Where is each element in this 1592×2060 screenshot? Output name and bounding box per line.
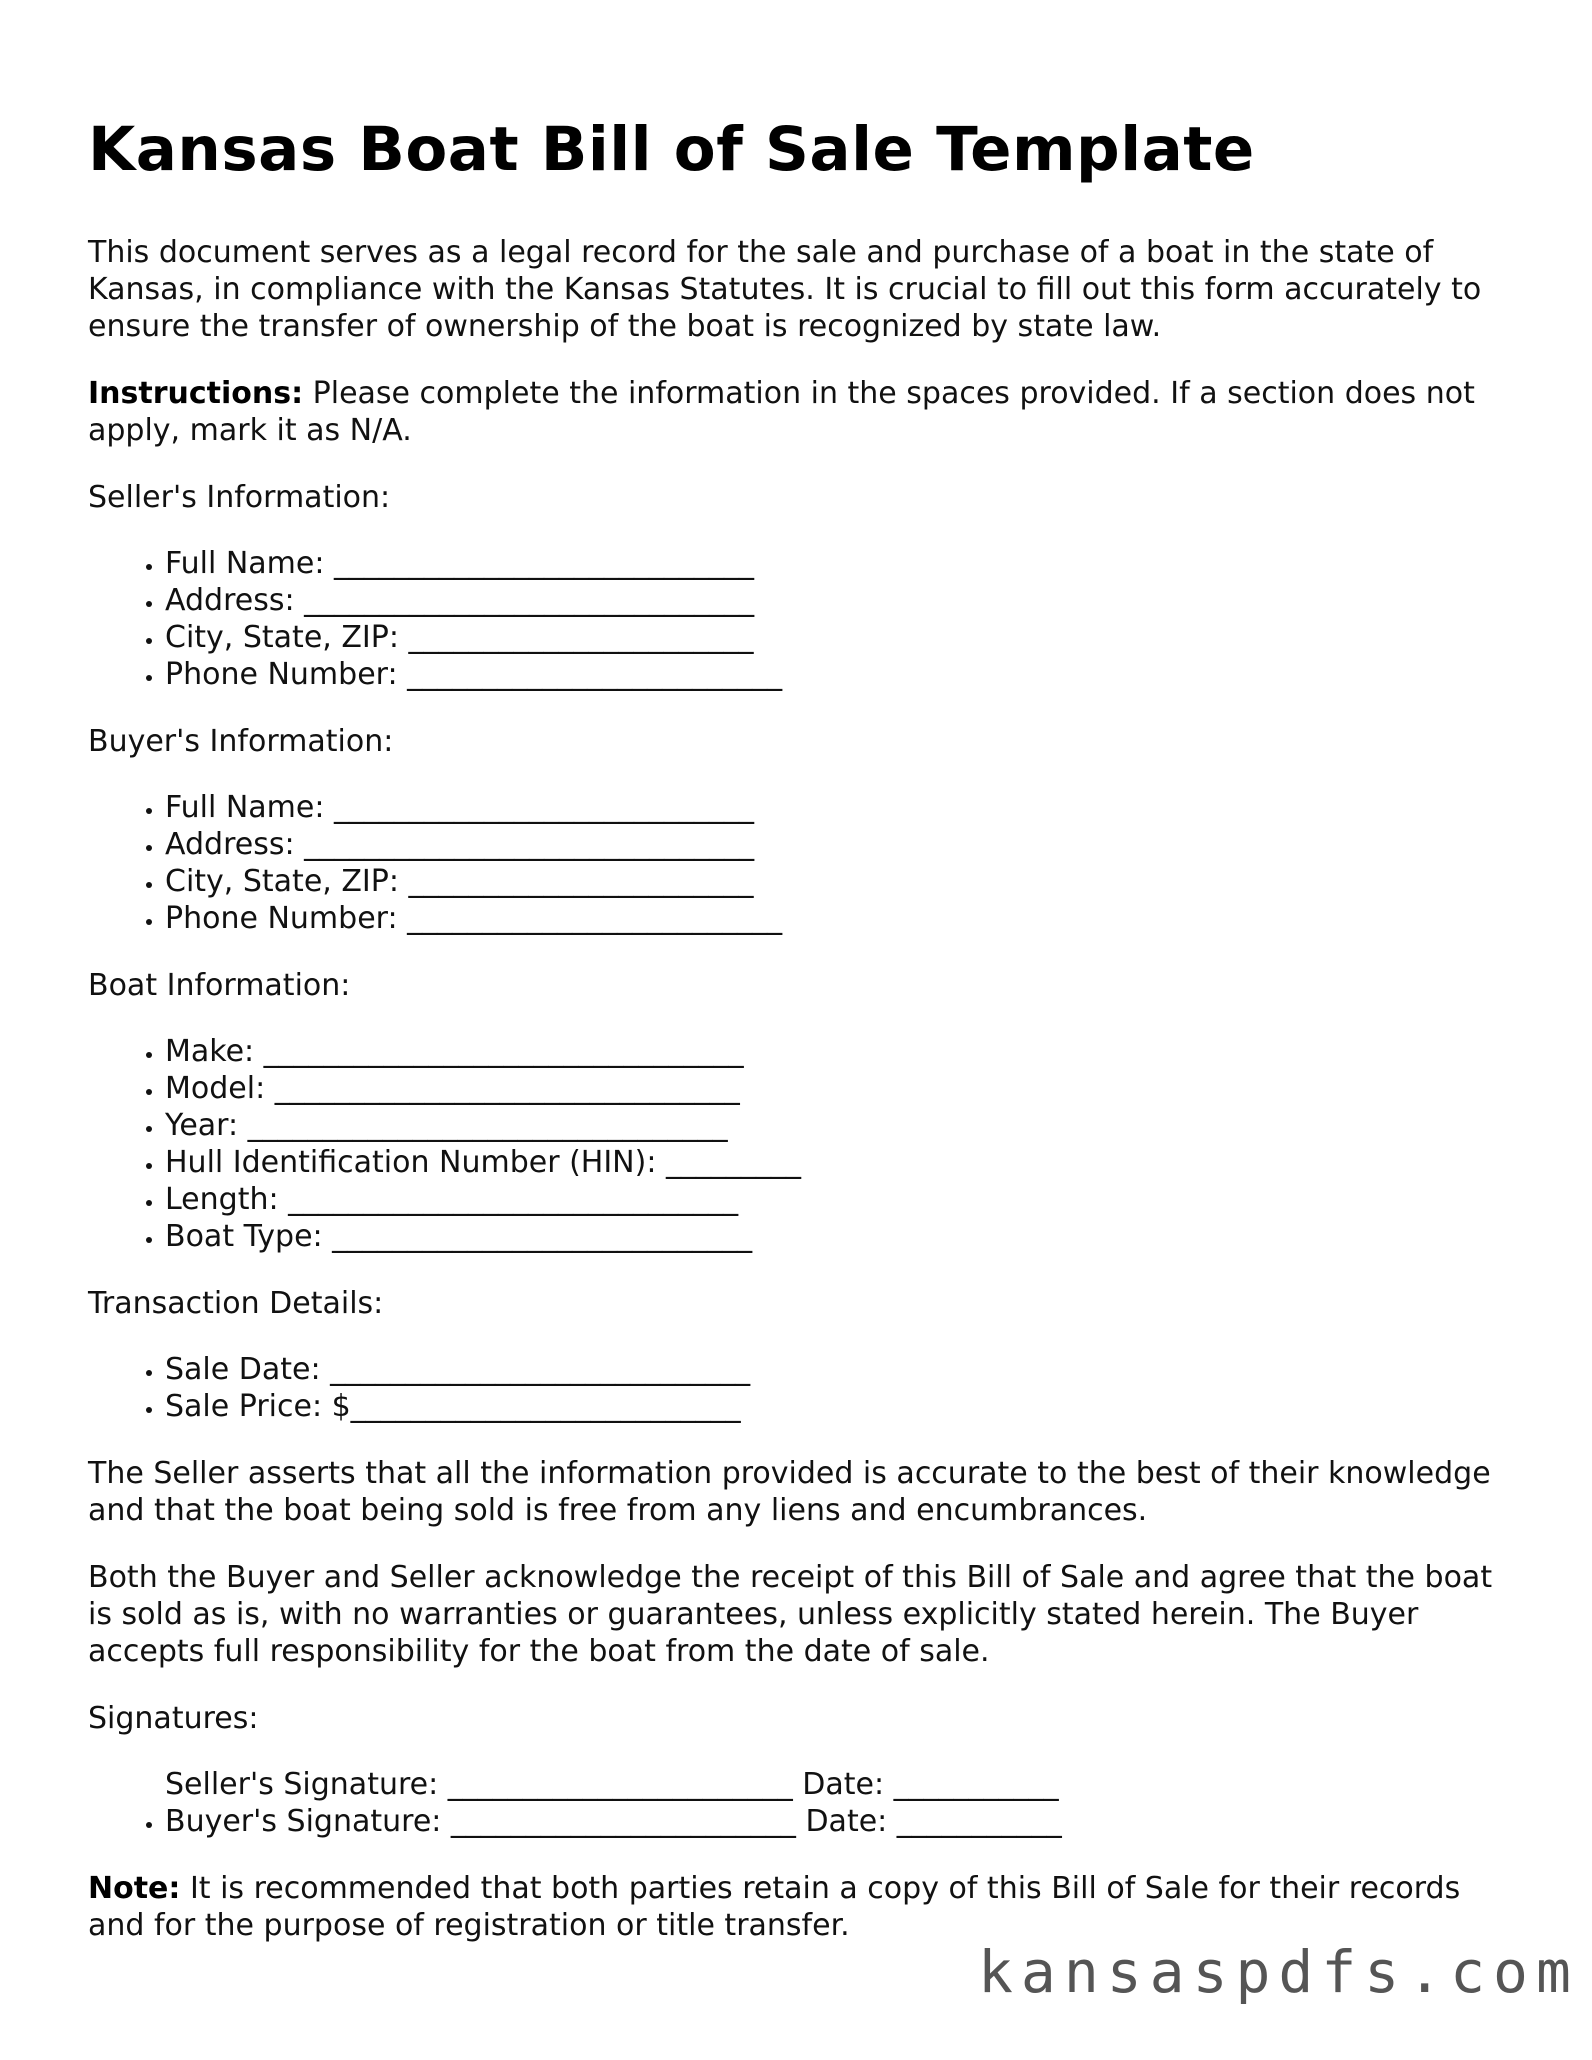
boat-type-field: • Boat Type: ____________________________ <box>165 1218 1508 1255</box>
note-text: It is recommended that both parties retain a copy of this Bill of Sale for their records and for the purpose of registration or title transfer. <box>88 1871 1461 1943</box>
document-page <box>88 108 1508 1944</box>
boat-make-field: • Make: ________________________________ <box>165 1033 1508 1070</box>
buyer-fields-list <box>88 789 1508 937</box>
seller-fields-list <box>88 545 1508 693</box>
instructions-paragraph <box>88 375 1508 449</box>
buyer-full-name-field: • Full Name: ____________________________ <box>165 789 1508 826</box>
transaction-fields-list <box>88 1351 1508 1425</box>
instructions-label: Instructions: <box>88 376 304 411</box>
seller-signature-line: Seller's Signature: _______________________ Date: ___________ <box>165 1767 1059 1802</box>
boat-length-field: • Length: ______________________________ <box>165 1181 1508 1218</box>
note-paragraph <box>88 1870 1508 1944</box>
buyer-heading: Buyer's Information: <box>88 724 394 759</box>
signatures-list <box>88 1766 1508 1840</box>
buyer-signature-line: • Buyer's Signature: _______________________ Date: ___________ <box>165 1803 1508 1840</box>
buyer-phone-field: • Phone Number: _________________________ <box>165 900 1508 937</box>
document-title: Kansas Boat Bill of Sale Template <box>88 114 1255 185</box>
boat-heading: Boat Information: <box>88 968 351 1003</box>
instructions-text: Please complete the information in the spaces provided. If a section does not apply, mark it as N/A. <box>88 376 1475 448</box>
note-label: Note: <box>88 1871 181 1906</box>
acknowledgment-paragraph: Both the Buyer and Seller acknowledge the receipt of this Bill of Sale and agree that the boat is sold as is, with no warranties or guarantees, unless explicitly stated herein. The Buyer accepts full responsibility for the boat from the date of sale. <box>88 1560 1493 1669</box>
sale-date-field: • Sale Date: ____________________________ <box>165 1351 1508 1388</box>
boat-fields-list <box>88 1033 1508 1255</box>
seller-city-state-zip-field: • City, State, ZIP: _______________________ <box>165 619 1508 656</box>
assertion-paragraph: The Seller asserts that all the information provided is accurate to the best of their knowledge and that the boat being sold is free from any liens and encumbrances. <box>88 1456 1491 1528</box>
seller-full-name-field: • Full Name: ____________________________ <box>165 545 1508 582</box>
boat-hin-field: • Hull Identification Number (HIN): _________ <box>165 1144 1508 1181</box>
seller-phone-field: • Phone Number: _________________________ <box>165 656 1508 693</box>
intro-paragraph: This document serves as a legal record for the sale and purchase of a boat in the state of Kansas, in compliance with the Kansas Statutes. It is crucial to fill out this form accurately to ensure the transfer of ownership of the boat is recognized by state law. <box>88 235 1482 344</box>
boat-model-field: • Model: _______________________________ <box>165 1070 1508 1107</box>
watermark: kansaspdfs.com <box>978 1938 1579 2006</box>
buyer-city-state-zip-field: • City, State, ZIP: _______________________ <box>165 863 1508 900</box>
transaction-heading: Transaction Details: <box>88 1286 384 1321</box>
boat-year-field: • Year: ________________________________ <box>165 1107 1508 1144</box>
seller-address-field: • Address: ______________________________ <box>165 582 1508 619</box>
sale-price-field: • Sale Price: $__________________________ <box>165 1388 1508 1425</box>
seller-heading: Seller's Information: <box>88 480 391 515</box>
signatures-heading: Signatures: <box>88 1701 259 1736</box>
buyer-address-field: • Address: ______________________________ <box>165 826 1508 863</box>
